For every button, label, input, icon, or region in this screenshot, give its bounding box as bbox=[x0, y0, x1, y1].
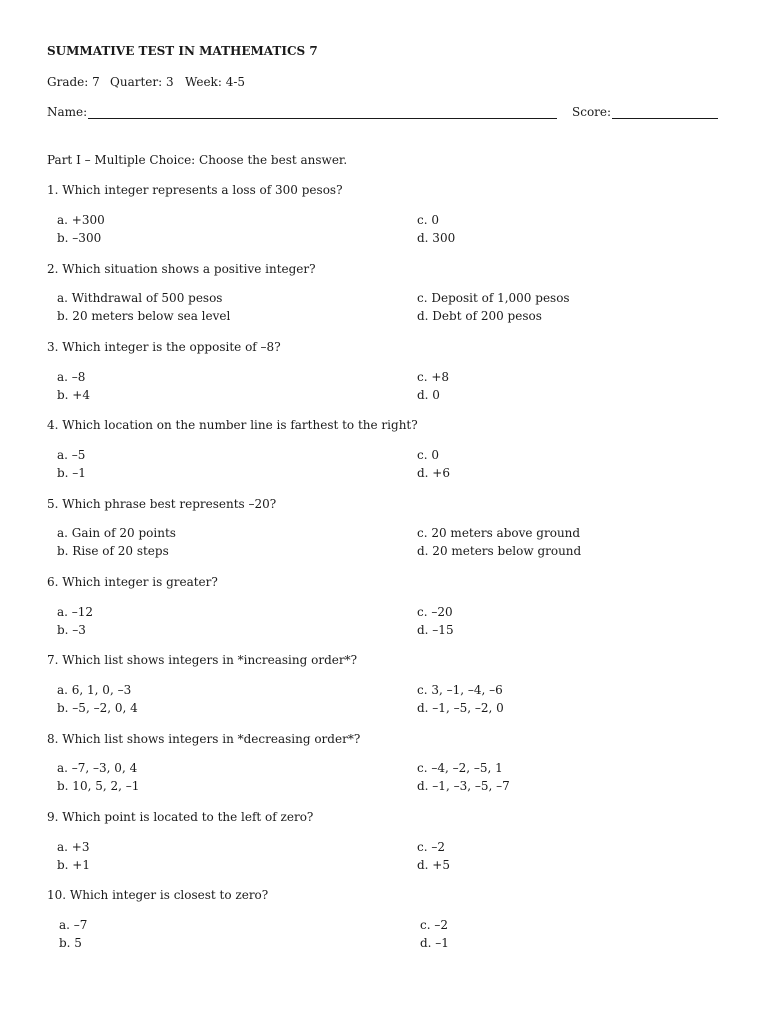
choice-b: b. –1 bbox=[57, 466, 86, 480]
choice-a: a. Gain of 20 points bbox=[57, 526, 176, 540]
choice-c: c. 20 meters above ground bbox=[417, 526, 581, 540]
question-stem: 10. Which integer is closest to zero? bbox=[47, 888, 269, 902]
choice-b: b. +4 bbox=[57, 388, 90, 402]
choice-a: a. +3 bbox=[57, 840, 90, 854]
choice-d: d. –1, –3, –5, –7 bbox=[417, 779, 510, 793]
quarter-label: Quarter: 3 bbox=[110, 75, 174, 89]
question-stem: 1. Which integer represents a loss of 300 pesos? bbox=[47, 183, 343, 197]
question-stem: 9. Which point is located to the left of zero? bbox=[47, 810, 314, 824]
choice-c: c. –2 bbox=[417, 840, 445, 854]
choice-a: a. +300 bbox=[57, 213, 105, 227]
question-stem: 2. Which situation shows a positive integer? bbox=[47, 262, 316, 276]
choice-a: a. 6, 1, 0, –3 bbox=[57, 683, 132, 697]
choice-d: d. Debt of 200 pesos bbox=[417, 309, 542, 323]
choice-c: c. +8 bbox=[417, 370, 450, 384]
choice-d: d. –15 bbox=[417, 623, 454, 637]
score-blank-line bbox=[612, 118, 718, 119]
question-stem: 6. Which integer is greater? bbox=[47, 575, 218, 589]
choice-b: b. –5, –2, 0, 4 bbox=[57, 701, 138, 715]
name-blank-line bbox=[88, 118, 557, 119]
choice-d: d. +5 bbox=[417, 858, 450, 872]
choice-d: d. 0 bbox=[417, 388, 440, 402]
choice-a: a. –12 bbox=[57, 605, 94, 619]
choice-a: a. –8 bbox=[57, 370, 86, 384]
week-label: Week: 4-5 bbox=[185, 75, 246, 89]
choice-a: a. –7, –3, 0, 4 bbox=[57, 761, 138, 775]
choice-d: d. 300 bbox=[417, 231, 456, 245]
choice-c: c. –4, –2, –5, 1 bbox=[417, 761, 503, 775]
choice-c: c. –20 bbox=[417, 605, 453, 619]
question-stem: 5. Which phrase best represents –20? bbox=[47, 497, 277, 511]
choice-d: d. +6 bbox=[417, 466, 450, 480]
page-title: SUMMATIVE TEST IN MATHEMATICS 7 bbox=[47, 44, 318, 58]
choice-a: a. –7 bbox=[59, 918, 88, 932]
choice-b: b. –300 bbox=[57, 231, 102, 245]
name-label: Name: bbox=[47, 105, 88, 119]
choice-d: d. 20 meters below ground bbox=[417, 544, 582, 558]
score-label: Score: bbox=[572, 105, 612, 119]
choice-d: d. –1 bbox=[420, 936, 449, 950]
choice-d: d. –1, –5, –2, 0 bbox=[417, 701, 504, 715]
question-stem: 3. Which integer is the opposite of –8? bbox=[47, 340, 281, 354]
question-stem: 7. Which list shows integers in *increasing order*? bbox=[47, 653, 358, 667]
choice-b: b. +1 bbox=[57, 858, 90, 872]
choice-b: b. Rise of 20 steps bbox=[57, 544, 169, 558]
choice-b: b. –3 bbox=[57, 623, 86, 637]
choice-c: c. 0 bbox=[417, 213, 439, 227]
grade-label: Grade: 7 bbox=[47, 75, 100, 89]
choice-b: b. 20 meters below sea level bbox=[57, 309, 231, 323]
choice-c: c. –2 bbox=[420, 918, 448, 932]
question-stem: 8. Which list shows integers in *decreasing order*? bbox=[47, 732, 361, 746]
choice-b: b. 5 bbox=[59, 936, 82, 950]
choice-b: b. 10, 5, 2, –1 bbox=[57, 779, 140, 793]
choice-a: a. –5 bbox=[57, 448, 86, 462]
question-stem: 4. Which location on the number line is farthest to the right? bbox=[47, 418, 418, 432]
choice-c: c. Deposit of 1,000 pesos bbox=[417, 291, 570, 305]
choice-c: c. 3, –1, –4, –6 bbox=[417, 683, 503, 697]
part1-instructions: Part I – Multiple Choice: Choose the best answer. bbox=[47, 153, 348, 167]
choice-a: a. Withdrawal of 500 pesos bbox=[57, 291, 223, 305]
choice-c: c. 0 bbox=[417, 448, 439, 462]
